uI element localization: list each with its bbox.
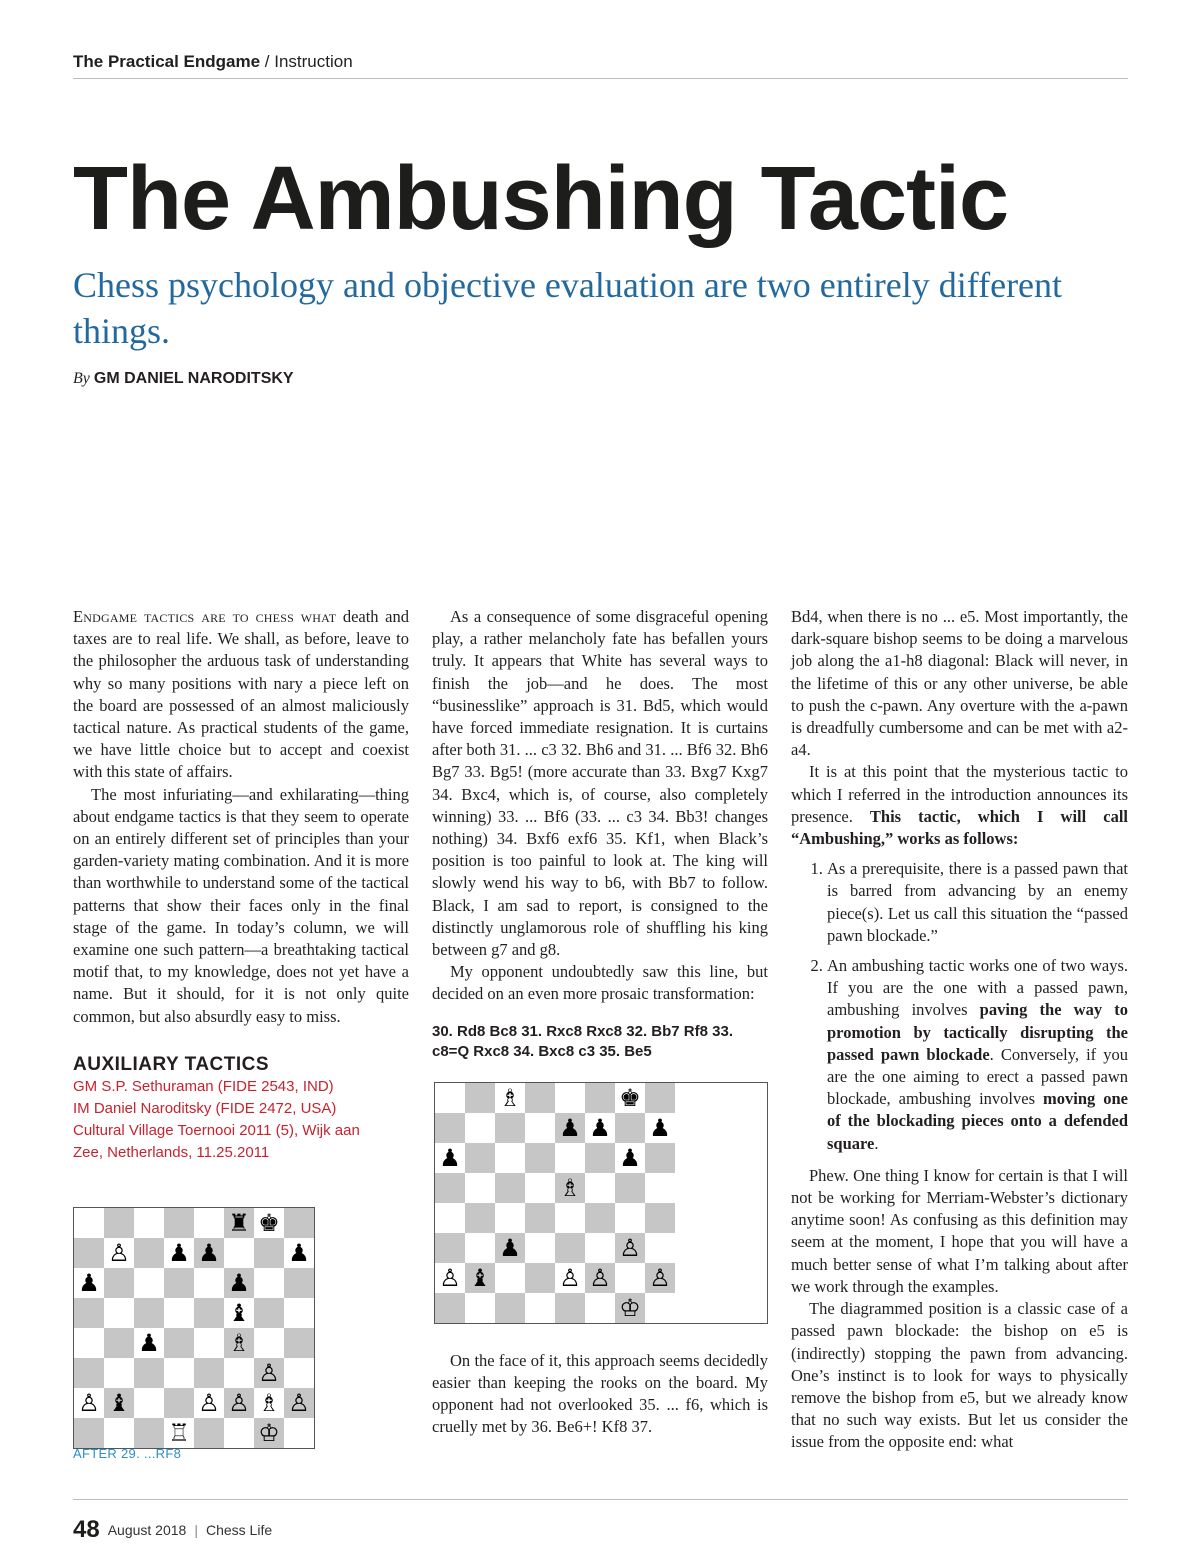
board-square <box>495 1113 525 1143</box>
board-square <box>284 1298 314 1328</box>
board-square <box>74 1208 104 1238</box>
chess-piece-square: ♟ <box>615 1143 645 1173</box>
board-square <box>645 1083 675 1113</box>
chess-piece-square: ♙ <box>224 1388 254 1418</box>
footer-separator: | <box>194 1522 198 1538</box>
paragraph: As a consequence of some disgraceful opening play, a rather melancholy fate has befallen yours truly. It appears that White has several ways to finish the job—and he does. The most “businesslike” approach is 31. Bd5, which would have forced immediate resignation. It is curtains after both 31. ... c3 32. Bh6 and 31. ... Bf6 32. Bh6 Bg7 33. Bg5! (more accurate than 33. Bxg7 Kxg7 34. Bxc4, which is, of course, also completely winning) 33. ... Bf6 (33. ... c3 34. Bb3! changes nothing) 34. Bxf6 exf6 35. Kf1, when Black’s position is too painful to look at. The king will slowly wend his way to b6, with Bb7 to follow. Black, I am sad to report, is consigned to the distinctly unglamorous role of shuffling his king between g7 and g8. <box>432 607 768 960</box>
chess-piece-square: ♖ <box>164 1418 194 1448</box>
board-square <box>495 1203 525 1233</box>
chess-piece-square: ♗ <box>254 1388 284 1418</box>
board-square <box>585 1293 615 1323</box>
paragraph: The most infuriating—and exhilarating—thing about endgame tactics is that they seem to operate on an entirely different set of principles than your garden-variety mating combination. And it is more than worthwhile to understand some of the tactical patterns that show their faces only in the final stage of the game. In today’s column, we will examine one such pattern—a breathtaking tactical motif that, to my knowledge, does not yet have a name. But it should, for it is not only quite common, but also absurdly easy to miss. <box>73 784 409 1026</box>
chess-piece-square: ♙ <box>284 1388 314 1418</box>
move-sequence: 30. Rd8 Bc8 31. Rxc8 Rxc8 32. Bb7 Rf8 33. c8=Q Rxc8 34. Bxc8 c3 35. Be5 <box>432 1022 733 1060</box>
game-event-location: Zee, Netherlands, 11.25.2011 <box>73 1144 270 1162</box>
chess-piece-square: ♟ <box>194 1238 224 1268</box>
board-square <box>134 1418 164 1448</box>
board-square <box>104 1358 134 1388</box>
board-square <box>194 1328 224 1358</box>
board-square <box>104 1328 134 1358</box>
board-square <box>74 1328 104 1358</box>
chess-piece-square: ♙ <box>194 1388 224 1418</box>
chess-piece-square: ♝ <box>465 1263 495 1293</box>
board-square <box>645 1173 675 1203</box>
paragraph: On the face of it, this approach seems decidedly easier than keeping the rooks on the board. My opponent had not overlooked 35. ... f6, which is cruelly met by 36. Be6+! Kf8 37. <box>432 1350 768 1437</box>
board-square <box>645 1203 675 1233</box>
board-square <box>585 1173 615 1203</box>
board-square <box>284 1268 314 1298</box>
board-square <box>525 1173 555 1203</box>
board-square <box>525 1203 555 1233</box>
chess-piece-square: ♜ <box>224 1208 254 1238</box>
board-square <box>555 1203 585 1233</box>
board-square <box>164 1268 194 1298</box>
board-square <box>134 1238 164 1268</box>
paragraph <box>791 761 1128 850</box>
column-2 <box>432 606 768 1438</box>
board-square <box>495 1293 525 1323</box>
column-1 <box>73 606 409 1164</box>
paragraph-text: It is at this point that the mysterious tactic to which I referred in the introduction announces its presence. <box>791 762 1128 826</box>
board-square <box>465 1233 495 1263</box>
board-square <box>194 1418 224 1448</box>
board-square <box>495 1173 525 1203</box>
board-square <box>555 1083 585 1113</box>
board-square <box>525 1263 555 1293</box>
chess-piece-square: ♗ <box>224 1328 254 1358</box>
chess-piece-square: ♟ <box>134 1328 164 1358</box>
board-square <box>435 1203 465 1233</box>
board-square <box>134 1298 164 1328</box>
game-white-player: GM S.P. Sethuraman (FIDE 2543, IND) <box>73 1078 334 1096</box>
chess-piece-square: ♟ <box>495 1233 525 1263</box>
board-square <box>224 1358 254 1388</box>
board-square <box>164 1298 194 1328</box>
board-square <box>164 1358 194 1388</box>
chess-piece-square: ♗ <box>495 1083 525 1113</box>
chess-piece-square: ♙ <box>645 1263 675 1293</box>
board-square <box>615 1113 645 1143</box>
board-square <box>465 1203 495 1233</box>
issue-date: August 2018 <box>107 1522 187 1538</box>
chess-piece-square: ♟ <box>555 1113 585 1143</box>
board-square <box>435 1233 465 1263</box>
board-square <box>104 1208 134 1238</box>
list-item: 1. As a prerequisite, there is a passed pawn that is barred from advancing by an enemy piece(s). Let us call this situation the “passed pawn blockade.” <box>827 858 1128 947</box>
board-square <box>645 1293 675 1323</box>
chess-piece-square: ♟ <box>284 1238 314 1268</box>
board-square <box>615 1173 645 1203</box>
board-square <box>134 1358 164 1388</box>
chess-piece-square: ♝ <box>224 1298 254 1328</box>
chess-piece-square: ♙ <box>104 1238 134 1268</box>
chess-piece-square: ♚ <box>615 1083 645 1113</box>
paragraph: Phew. One thing I know for certain is that I will not be working for Merriam-Webster’s dictionary anytime soon! As confusing as this definition may seem at the moment, I hope that you will have a much better sense of what I’m talking about after we work through the examples. <box>791 1165 1128 1296</box>
board-square <box>284 1418 314 1448</box>
board-square <box>194 1208 224 1238</box>
game-black-player: IM Daniel Naroditsky (FIDE 2472, USA) <box>73 1100 337 1118</box>
board-square <box>615 1203 645 1233</box>
paragraph: The diagrammed position is a classic case of a passed pawn blockade: the bishop on e5 is (indirectly) stopping the pawn from advancing. One’s instinct is to look for ways to physically remove the bishop from e5, but we already know that no such way exists. But let us consider the issue from the opposite end: what <box>791 1299 1128 1452</box>
chess-piece-square: ♟ <box>585 1113 615 1143</box>
board-square <box>194 1268 224 1298</box>
chess-diagram-2 <box>434 1082 768 1324</box>
board-square <box>495 1263 525 1293</box>
board-square <box>645 1143 675 1173</box>
chess-piece-square: ♙ <box>74 1388 104 1418</box>
chess-piece-square: ♔ <box>254 1418 284 1448</box>
byline-by: By <box>73 370 90 387</box>
article-title: The Ambushing Tactic <box>73 149 1009 249</box>
chess-piece-square: ♔ <box>615 1293 645 1323</box>
game-event: Cultural Village Toernooi 2011 (5), Wijk aan <box>73 1122 360 1140</box>
board-square <box>164 1208 194 1238</box>
board-square <box>555 1143 585 1173</box>
board-square <box>104 1298 134 1328</box>
list-item <box>827 955 1128 1155</box>
chess-piece-square: ♙ <box>435 1263 465 1293</box>
byline <box>73 370 294 388</box>
board-square <box>495 1143 525 1173</box>
chess-piece-square: ♙ <box>585 1263 615 1293</box>
board-square <box>615 1263 645 1293</box>
definition-list <box>791 858 1128 1155</box>
board-square <box>74 1358 104 1388</box>
board-square <box>134 1268 164 1298</box>
chess-piece-square: ♝ <box>104 1388 134 1418</box>
diagram-caption: AFTER 29. ...RF8 <box>73 1446 182 1461</box>
game-info <box>73 1076 409 1164</box>
page-footer <box>73 1516 272 1544</box>
chess-piece-square: ♗ <box>555 1173 585 1203</box>
board-square <box>134 1208 164 1238</box>
board-square <box>555 1293 585 1323</box>
list-text: An ambushing tactic works one of two ways. If you are the one with a passed pawn, ambushing involves <box>827 956 1128 1020</box>
board-square <box>525 1293 555 1323</box>
board-square <box>435 1083 465 1113</box>
emphasis-text: This tactic, which I will call “Ambushing,” works as follows: <box>791 806 1128 849</box>
board-square <box>435 1113 465 1143</box>
chess-piece-square: ♟ <box>74 1268 104 1298</box>
list-text: . Conversely, if you are the one aiming to erect a passed pawn blockade, ambushing involves <box>827 1044 1128 1109</box>
board-square <box>104 1268 134 1298</box>
board-square <box>254 1238 284 1268</box>
chess-piece-square: ♙ <box>555 1263 585 1293</box>
chess-piece-square: ♙ <box>254 1358 284 1388</box>
board-square <box>194 1358 224 1388</box>
board-square <box>465 1083 495 1113</box>
header-section: The Practical Endgame <box>73 52 261 71</box>
footer-rule <box>73 1499 1128 1500</box>
chess-piece-square: ♟ <box>645 1113 675 1143</box>
board-square <box>585 1143 615 1173</box>
board-square <box>525 1083 555 1113</box>
emphasis-text: moving one of the blockading pieces onto a defended square <box>827 1089 1128 1153</box>
board-square <box>224 1418 254 1448</box>
board-square <box>284 1328 314 1358</box>
board-square <box>104 1418 134 1448</box>
chess-piece-square: ♚ <box>254 1208 284 1238</box>
list-text: . <box>874 1133 879 1153</box>
paragraph: My opponent undoubtedly saw this line, but decided on an even more prosaic transformation: <box>432 962 768 1004</box>
board-square <box>585 1203 615 1233</box>
intro-text: death and taxes are to real life. We shall, as before, leave to the philosopher the arduous task of understanding why so many positions with nary a piece left on the board are possessed of an almost maliciously tactical nature. As practical students of the game, we have little choice but to accept and coexist with this state of affairs. <box>73 607 409 782</box>
byline-author: GM DANIEL NARODITSKY <box>93 370 294 387</box>
board-square <box>74 1298 104 1328</box>
board-square <box>525 1113 555 1143</box>
chess-diagram-1 <box>73 1207 315 1449</box>
chess-piece-square: ♟ <box>164 1238 194 1268</box>
chess-piece-square: ♟ <box>224 1268 254 1298</box>
header-kind: Instruction <box>274 52 353 71</box>
lead-in: Endgame tactics are to chess what <box>73 607 337 626</box>
board-square <box>585 1233 615 1263</box>
board-square <box>74 1418 104 1448</box>
board-square <box>465 1173 495 1203</box>
column-3 <box>791 606 1128 1454</box>
board-square <box>435 1173 465 1203</box>
board-square <box>134 1388 164 1418</box>
chess-piece-square: ♙ <box>615 1233 645 1263</box>
magazine-name: Chess Life <box>205 1522 273 1538</box>
board-square <box>465 1293 495 1323</box>
board-square <box>435 1293 465 1323</box>
board-square <box>194 1298 224 1328</box>
board-square <box>525 1233 555 1263</box>
board-square <box>254 1328 284 1358</box>
board-square <box>254 1298 284 1328</box>
board-square <box>284 1208 314 1238</box>
board-square <box>585 1083 615 1113</box>
intro-paragraph <box>73 606 409 784</box>
board-square <box>525 1143 555 1173</box>
board-square <box>465 1143 495 1173</box>
paragraph: Bd4, when there is no ... e5. Most importantly, the dark-square bishop seems to be doing a marvelous job along the a1-h8 diagonal: Black will never, in the lifetime of this or any other universe, be able to push the c-pawn. Any overture with the a-pawn is dreadfully cumbersome and can be met with a2-a4. <box>791 607 1128 760</box>
emphasis-text: paving the way to promotion by tactically disrupting the passed pawn blockade <box>827 1000 1129 1064</box>
header-slash: / <box>260 52 275 71</box>
section-heading: AUXILIARY TACTICS <box>73 1053 270 1075</box>
board-square <box>164 1328 194 1358</box>
chess-piece-square: ♟ <box>435 1143 465 1173</box>
board-square <box>164 1388 194 1418</box>
page-number: 48 <box>73 1516 100 1543</box>
board-square <box>645 1233 675 1263</box>
board-square <box>284 1358 314 1388</box>
running-header <box>73 52 1128 79</box>
article-subtitle: Chess psychology and objective evaluation are two entirely different things. <box>73 265 1063 351</box>
board-square <box>74 1238 104 1268</box>
board-square <box>555 1233 585 1263</box>
board-square <box>224 1238 254 1268</box>
board-square <box>465 1113 495 1143</box>
board-square <box>254 1268 284 1298</box>
